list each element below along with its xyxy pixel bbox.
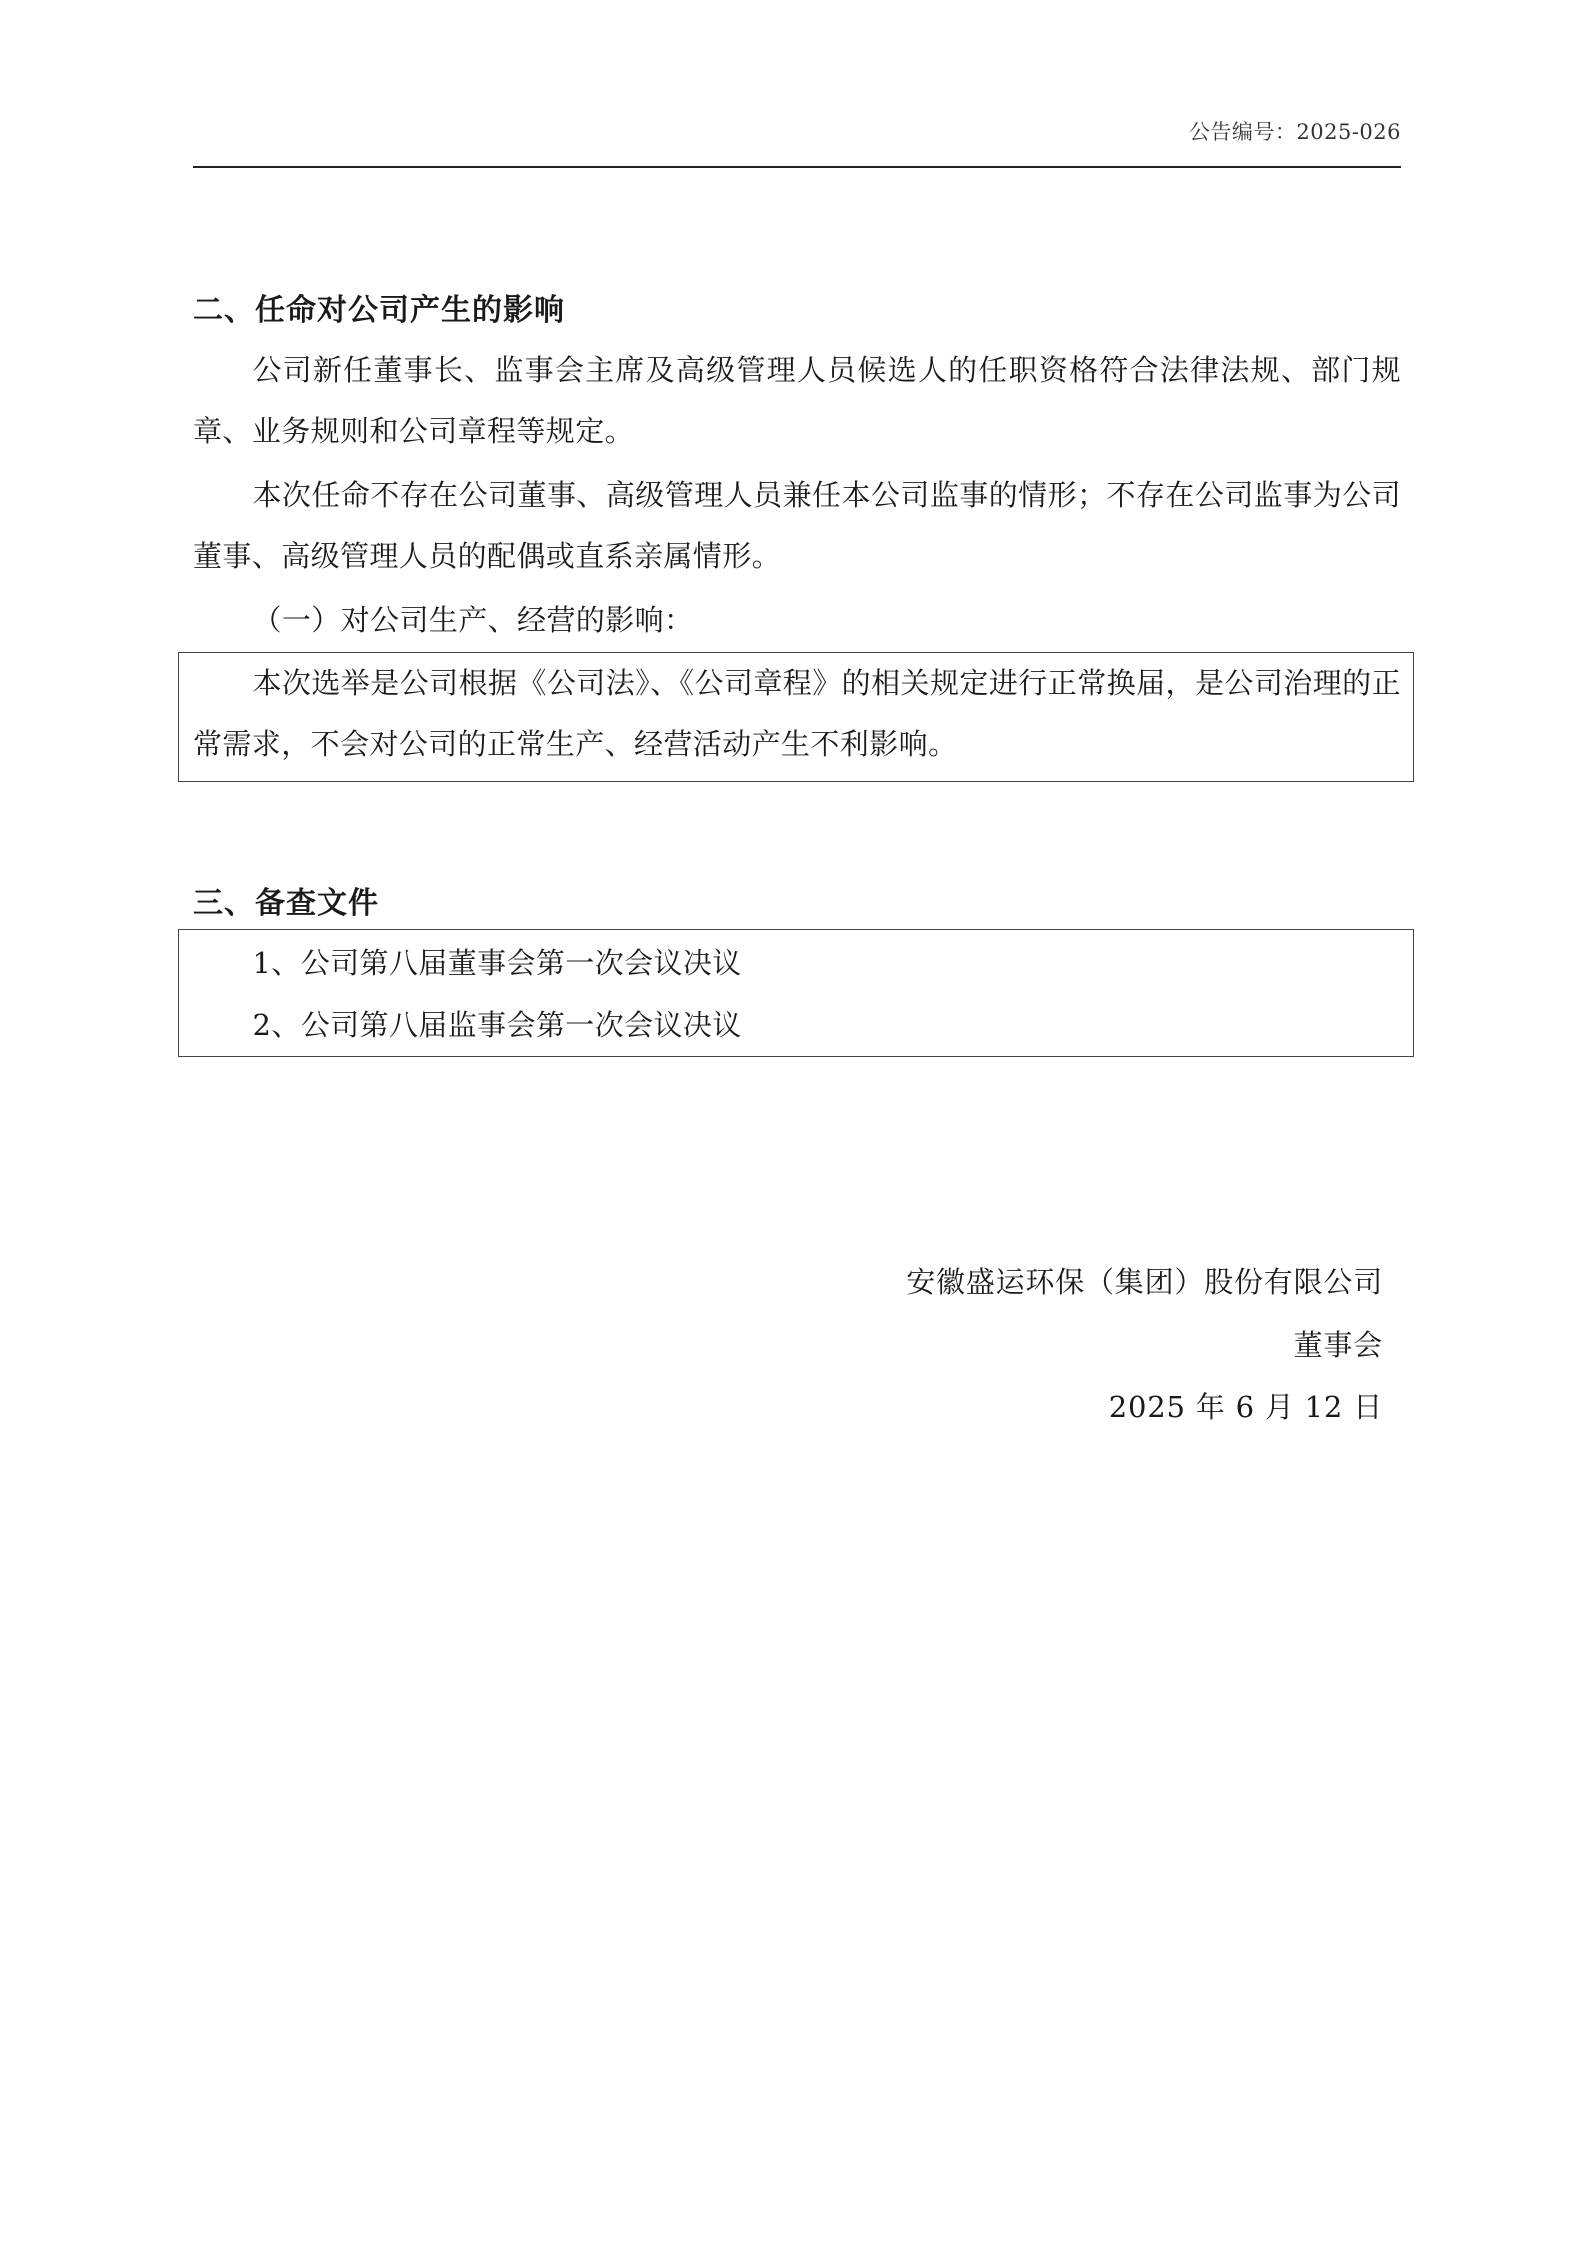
impact-box [178,652,1414,782]
reference-documents-box [178,929,1414,1057]
signature-company: 安徽盛运环保（集团）股份有限公司 [906,1265,1383,1299]
section-2-subheading: （一）对公司生产、经营的影响： [252,603,694,637]
announcement-number: 公告编号：2025-026 [1188,120,1401,144]
section-3-heading: 三、备查文件 [193,886,379,921]
impact-paragraph: 本次选举是公司根据《公司法》、《公司章程》的相关规定进行正常换届，是公司治理的正常需求，不会对公司的正常生产、经营活动产生不利影响。 [193,666,1401,761]
section-2-paragraph-2: 本次任命不存在公司董事、高级管理人员兼任本公司监事的情形；不存在公司监事为公司董事、高级管理人员的配偶或直系亲属情形。 [193,478,1401,573]
section-2-paragraph-1: 公司新任董事长、监事会主席及高级管理人员候选人的任职资格符合法律法规、部门规章、业务规则和公司章程等规定。 [193,353,1401,448]
signature-date: 2025 年 6 月 12 日 [1108,1390,1383,1424]
reference-document-item: 2、公司第八届监事会第一次会议决议 [252,1008,742,1042]
reference-document-item: 1、公司第八届董事会第一次会议决议 [252,946,742,980]
signature-board: 董事会 [1293,1328,1383,1362]
page-header [193,116,1401,168]
section-2-heading: 二、任命对公司产生的影响 [193,293,565,328]
